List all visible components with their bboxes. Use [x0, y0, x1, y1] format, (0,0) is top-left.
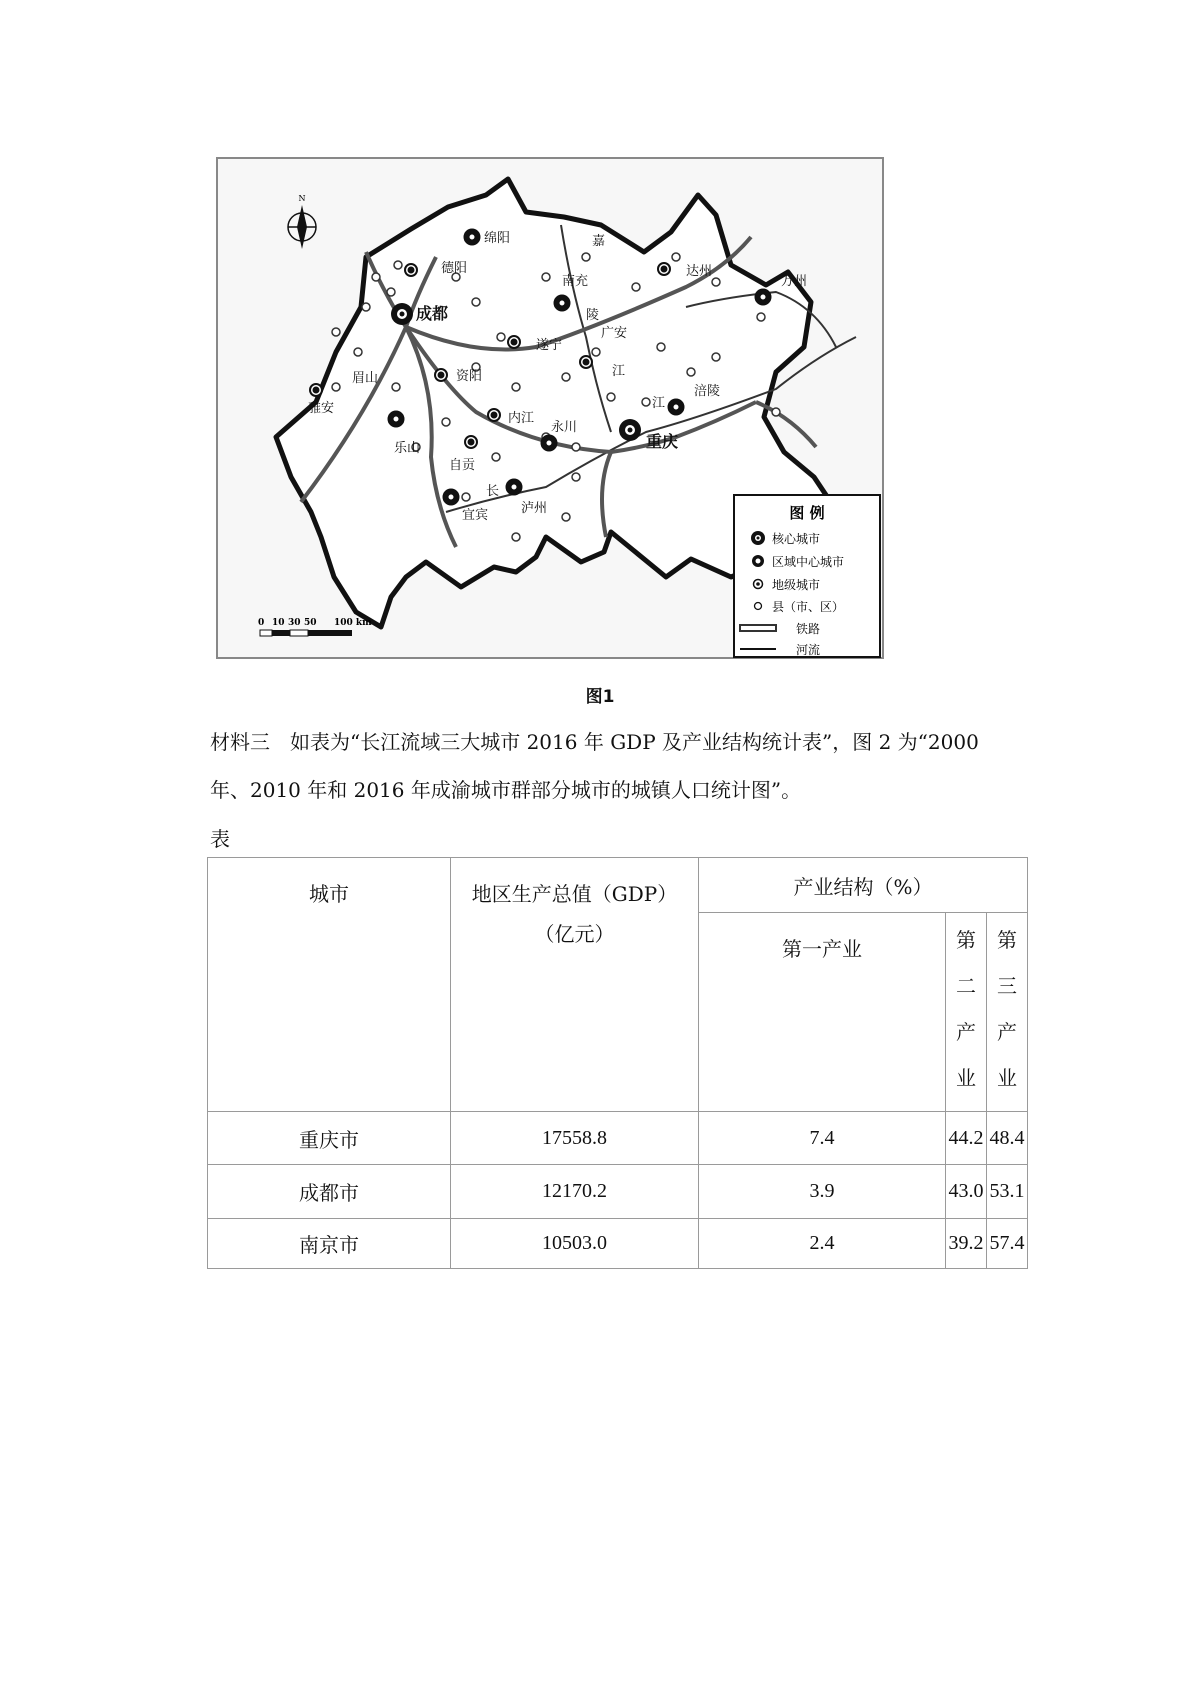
legend-item-railway: 铁路 — [796, 622, 821, 636]
header-gdp: 地区生产总值（GDP）（亿元） — [451, 858, 699, 1112]
city-label-zigong: 自贡 — [449, 458, 476, 473]
north-label: N — [298, 194, 306, 203]
cell-gdp: 17558.8 — [451, 1112, 699, 1165]
legend-item-river: 河流 — [796, 643, 821, 657]
figure-caption: 图1 — [585, 687, 615, 707]
svg-text:50: 50 — [304, 618, 317, 628]
material-paragraph-line1: 材料三 如表为“长江流域三大城市 2016 年 GDP 及产业结构统计表”，图 2 为“2000 — [210, 730, 979, 754]
river-label-2: 陵 — [586, 308, 600, 323]
city-label-fuling: 涪陵 — [694, 384, 721, 399]
cell-tertiary: 57.4 — [987, 1219, 1028, 1269]
legend-item-regional: 区域中心城市 — [772, 555, 845, 569]
map-legend — [734, 495, 880, 657]
cell-secondary: 44.2 — [946, 1112, 987, 1165]
cell-secondary: 39.2 — [946, 1219, 987, 1269]
table-label: 表 — [210, 827, 230, 851]
city-label-yongchuan: 永川 — [551, 420, 578, 435]
table-row — [208, 1219, 1028, 1269]
header-tertiary: 第三产业 — [987, 913, 1028, 1112]
cell-city: 成都市 — [208, 1165, 451, 1219]
city-label-nanchong: 南充 — [562, 274, 589, 289]
city-label-chengdu: 成都 — [416, 304, 449, 323]
city-label-deyang: 德阳 — [441, 261, 468, 276]
city-label-suining: 遂宁 — [536, 338, 563, 353]
cell-city: 南京市 — [208, 1219, 451, 1269]
header-industry-structure: 产业结构（%） — [699, 858, 1028, 913]
city-label-ziyang: 资阳 — [456, 369, 483, 384]
material-paragraph-line2: 年、2010 年和 2016 年成渝城市群部分城市的城镇人口统计图”。 — [210, 778, 802, 802]
cell-secondary: 43.0 — [946, 1165, 987, 1219]
city-label-wanzhou: 万州 — [781, 274, 808, 289]
cell-tertiary: 53.1 — [987, 1165, 1028, 1219]
svg-text:0: 0 — [258, 618, 265, 628]
legend-item-prefecture: 地级城市 — [772, 578, 821, 592]
river-label-5: 长 — [486, 484, 500, 499]
header-secondary: 第二产业 — [946, 913, 987, 1112]
table-row — [208, 1165, 1028, 1219]
gdp-industry-table — [207, 857, 1028, 1269]
city-label-leshan: 乐山 — [394, 441, 421, 456]
table-row — [208, 1112, 1028, 1165]
header-primary: 第一产业 — [699, 913, 946, 1112]
city-label-chongqing: 重庆 — [646, 432, 679, 451]
svg-text:10: 10 — [272, 618, 285, 628]
legend-item-county: 县（市、区） — [772, 600, 845, 614]
cell-primary: 2.4 — [699, 1219, 946, 1269]
city-label-neijiang: 内江 — [508, 411, 535, 426]
cell-gdp: 10503.0 — [451, 1219, 699, 1269]
river-label-4: 江 — [652, 396, 666, 411]
city-label-luzhou: 泸州 — [521, 501, 548, 516]
legend-title: 图 例 — [789, 504, 825, 522]
cell-primary: 7.4 — [699, 1112, 946, 1165]
header-city: 城市 — [208, 858, 451, 1112]
cell-tertiary: 48.4 — [987, 1112, 1028, 1165]
city-label-yaan: 雅安 — [308, 401, 335, 416]
cell-gdp: 12170.2 — [451, 1165, 699, 1219]
river-label-3: 江 — [612, 364, 626, 379]
legend-item-core: 核心城市 — [772, 532, 821, 546]
cell-primary: 3.9 — [699, 1165, 946, 1219]
city-label-guangan: 广安 — [601, 326, 628, 341]
svg-text:100 km: 100 km — [334, 618, 372, 628]
city-label-dazhou: 达州 — [686, 264, 713, 279]
city-label-yibin: 宜宾 — [462, 508, 489, 523]
cell-city: 重庆市 — [208, 1112, 451, 1165]
city-label-mianyang: 绵阳 — [484, 231, 511, 246]
river-label-1: 嘉 — [592, 234, 606, 249]
city-label-meishan: 眉山 — [352, 371, 379, 386]
map-figure — [216, 157, 884, 659]
svg-text:30: 30 — [288, 618, 301, 628]
